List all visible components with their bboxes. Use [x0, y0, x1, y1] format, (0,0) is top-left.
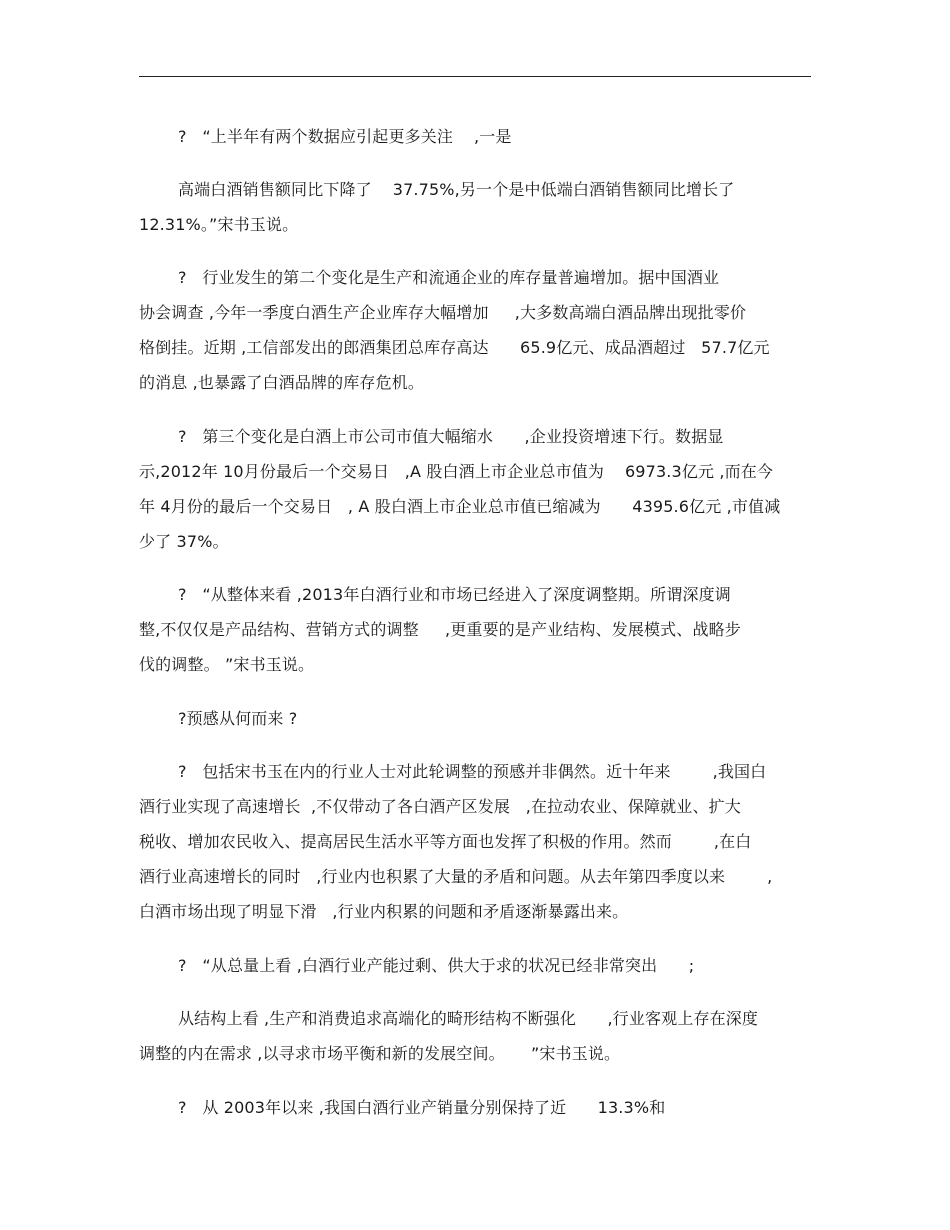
text-line: 12.31%。”宋书玉说。 — [139, 215, 299, 234]
text-line: 协会调查 ,今年一季度白酒生产企业库存大幅增加 ,大多数高端白酒品牌出现批零价 — [139, 303, 747, 322]
text-line: ? 第三个变化是白酒上市公司市值大幅缩水 ,企业投资增速下行。数据显 — [178, 427, 724, 446]
text-line: ? “从总量上看 ,白酒行业产能过剩、供大于求的状况已经非常突出 ; — [178, 956, 695, 975]
text-line: 酒行业高速增长的同时 ,行业内也积累了大量的矛盾和问题。从去年第四季度以来 , — [139, 867, 773, 886]
text-line: ? “上半年有两个数据应引起更多关注 ,一是 — [178, 127, 512, 146]
text-line: 高端白酒销售额同比下降了 37.75%,另一个是中低端白酒销售额同比增长了 — [178, 180, 735, 199]
text-line: 整,不仅仅是产品结构、营销方式的调整 ,更重要的是产业结构、发展模式、战略步 — [139, 620, 741, 639]
text-line: 调整的内在需求 ,以寻求市场平衡和新的发展空间。 ”宋书玉说。 — [139, 1044, 621, 1063]
text-line: 伐的调整。 ”宋书玉说。 — [139, 655, 315, 674]
text-line: 白酒市场出现了明显下滑 ,行业内积累的问题和矛盾逐渐暴露出来。 — [139, 902, 629, 921]
text-line: ? 行业发生的第二个变化是生产和流通企业的库存量普遍增加。据中国酒业 — [178, 268, 720, 287]
text-line: 从结构上看 ,生产和消费追求高端化的畸形结构不断强化 ,行业客观上存在深度 — [178, 1009, 759, 1028]
text-line: ? 包括宋书玉在内的行业人士对此轮调整的预感并非偶然。近十年来 ,我国白 — [178, 762, 767, 781]
header-rule — [139, 76, 811, 77]
text-line: 少了 37%。 — [139, 532, 229, 551]
text-line: ? 从 2003年以来 ,我国白酒行业产销量分别保持了近 13.3%和 — [178, 1098, 666, 1117]
text-line: 酒行业实现了高速增长 ,不仅带动了各白酒产区发展 ,在拉动农业、保障就业、扩大 — [139, 797, 741, 816]
text-line: 格倒挂。近期 ,工信部发出的郎酒集团总库存高达 65.9亿元、成品酒超过 57.7亿元 — [139, 338, 770, 357]
section-heading: ?预感从何而来 ? — [178, 709, 298, 728]
text-line: 年 4月份的最后一个交易日 , A 股白酒上市企业总市值已缩减为 4395.6亿元 ,市值减 — [139, 497, 781, 516]
text-line: 税收、增加农民收入、提高居民生活水平等方面也发挥了积极的作用。然而 ,在白 — [139, 832, 752, 851]
text-line: 的消息 ,也暴露了白酒品牌的库存危机。 — [139, 373, 425, 392]
text-line: ? “从整体来看 ,2013年白酒行业和市场已经进入了深度调整期。所谓深度调 — [178, 585, 731, 604]
text-line: 示,2012年 10月份最后一个交易日 ,A 股白酒上市企业总市值为 6973.3亿元 ,而在今 — [139, 462, 774, 481]
